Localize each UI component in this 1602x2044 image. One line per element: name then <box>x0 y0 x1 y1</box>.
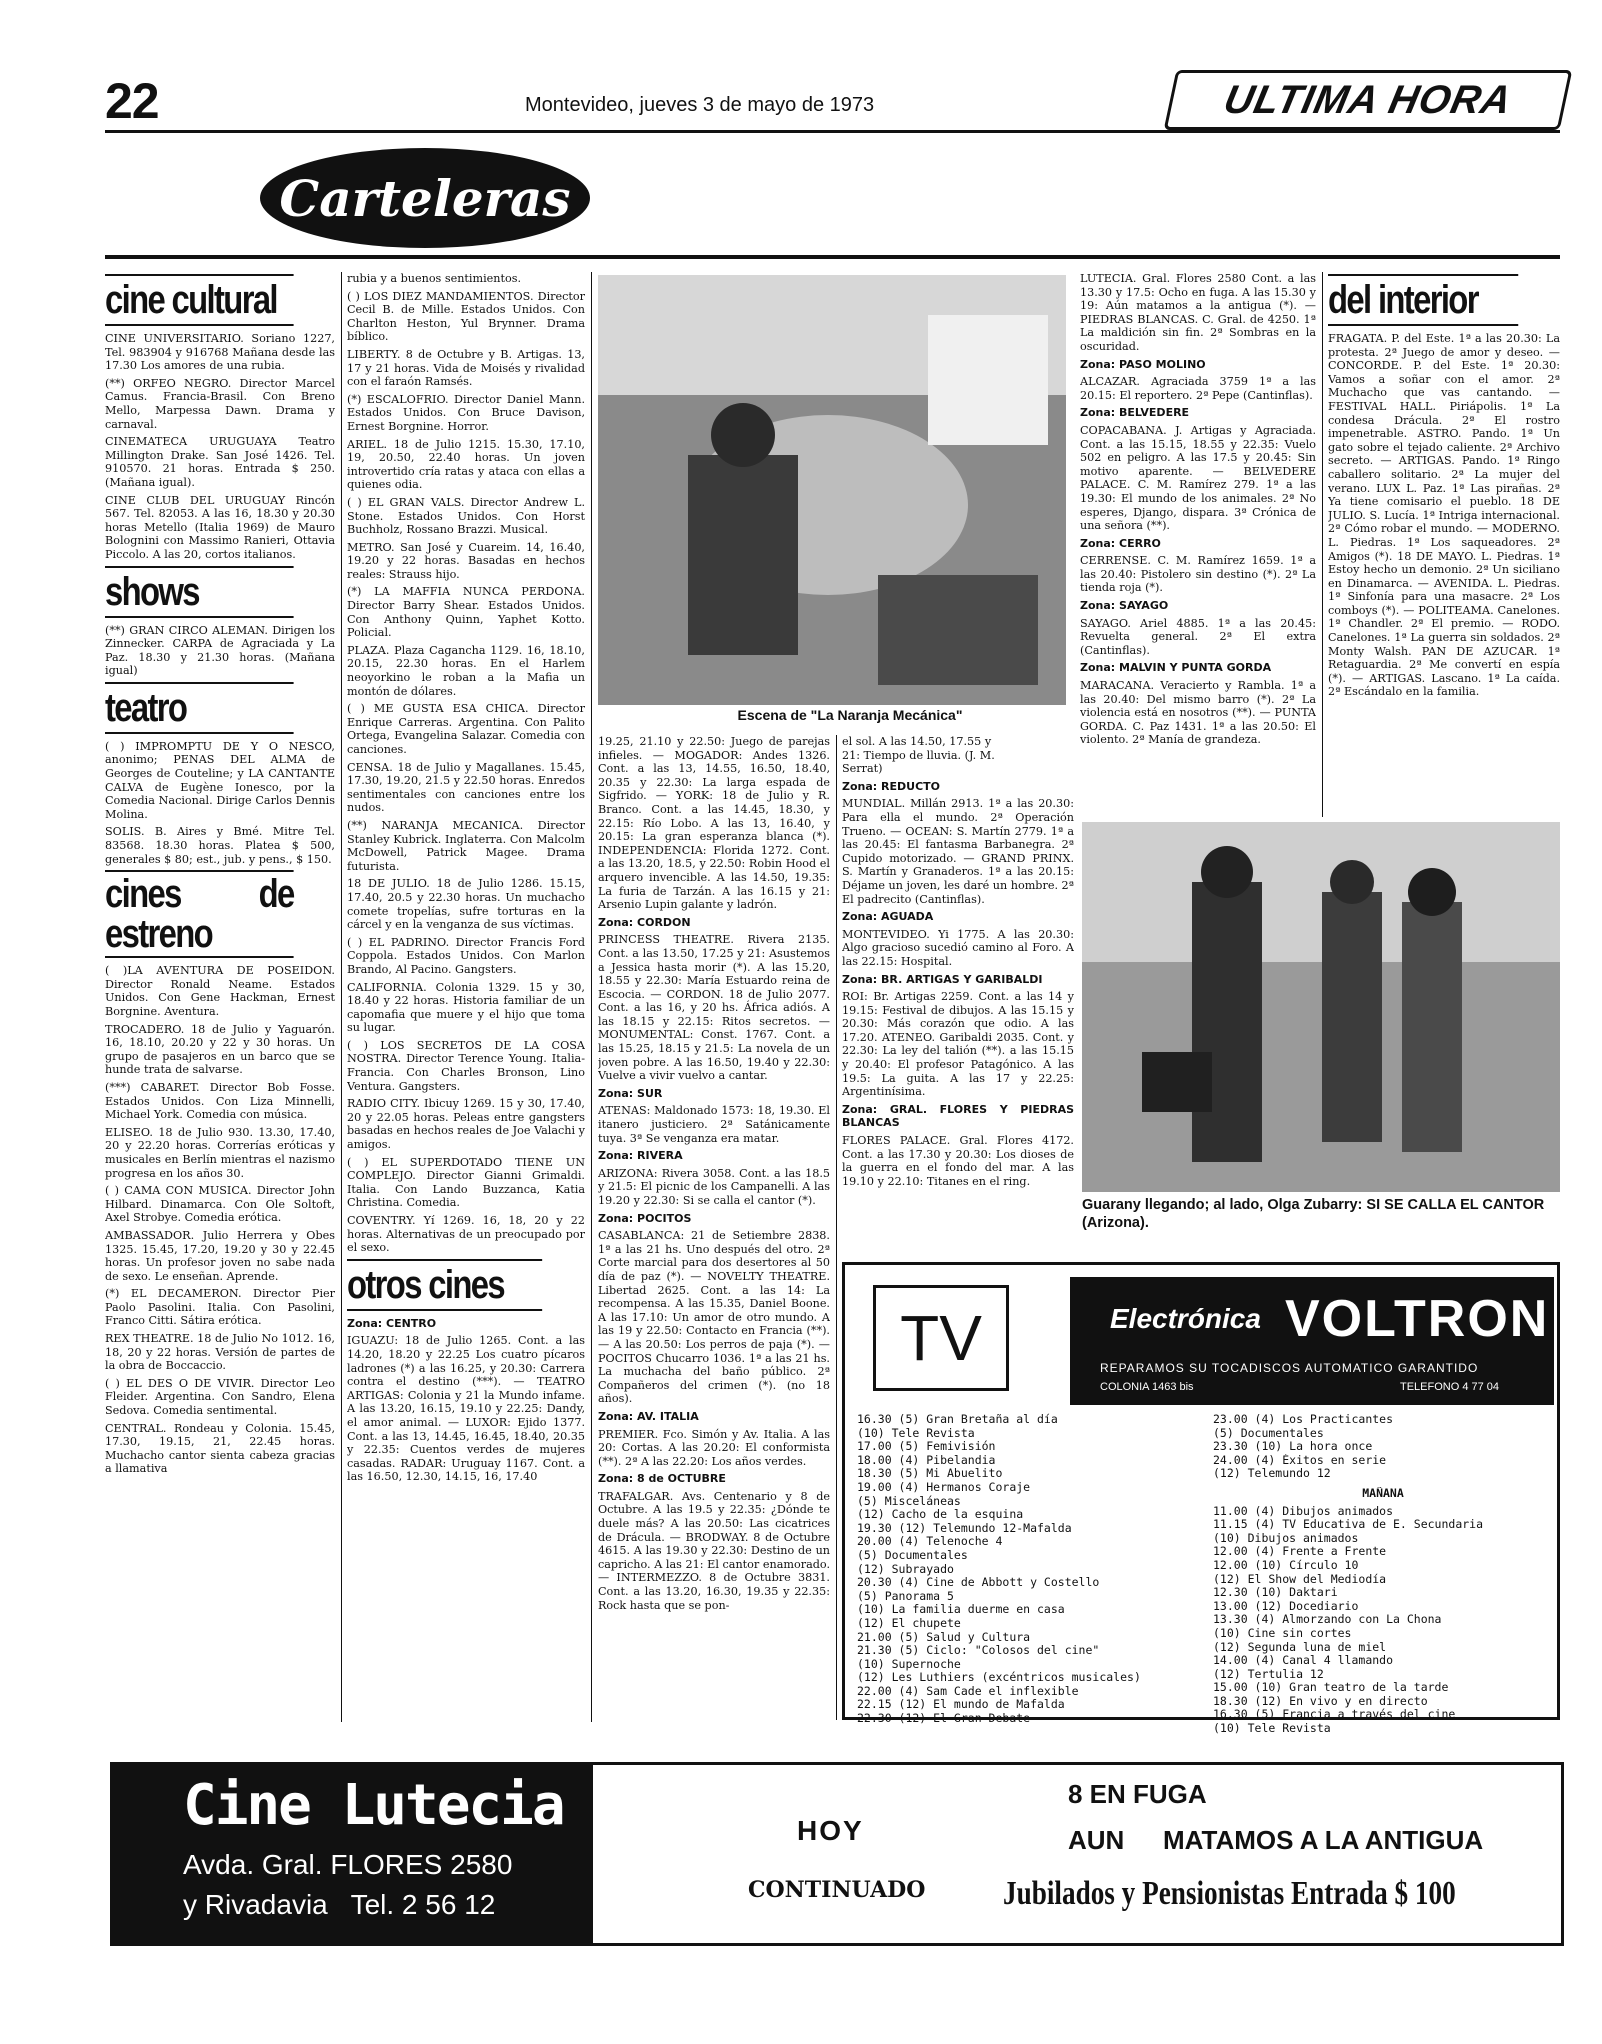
tv-list-late <box>1213 1413 1553 1736</box>
heading-del-interior: del interior <box>1328 274 1518 326</box>
tv-row: 12.30 (10) Daktari <box>1213 1586 1338 1600</box>
tv-row: (10) Cine sin cortes <box>1213 1626 1352 1640</box>
zone-label: Zona: MALVIN Y PUNTA GORDA <box>1080 661 1272 675</box>
photo-naranja-mecanica <box>598 275 1066 705</box>
tv-row: (10) Supernoche <box>857 1657 961 1671</box>
column-4 <box>1080 272 1316 817</box>
tv-row: 24.00 (4) Éxitos en serie <box>1213 1453 1387 1467</box>
cinema-address: Avda. Gral. FLORES 2580 <box>183 1849 513 1880</box>
tv-row: 18.30 (12) En vivo y en directo <box>1213 1694 1428 1708</box>
cinema-name: Cine Lutecia <box>183 1773 564 1838</box>
tv-row: (12) Subrayado <box>857 1562 954 1576</box>
tv-manana-label: MAÑANA <box>1362 1486 1404 1500</box>
tv-row: 21.00 (5) Salud y Cultura <box>857 1630 1031 1644</box>
list-item: LIBERTY. 8 de Octubre y B. Artigas. 13, 17 y 21 horas. Vida de Moisés y rivalidad con el faraón Ramsés. <box>347 347 585 389</box>
list-item: ( ) CAMA CON MUSICA. Director John Hilbard. Dinamarca. Con Ole Soltoft, Axel Strobye. Comedia erótica. <box>105 1184 335 1225</box>
list-item: CALIFORNIA. Colonia 1329. 15 y 30, 18.40 y 22 horas. Historia familiar de un capomafia que muere y el hijo que toma su lugar. <box>347 980 585 1035</box>
column-2 <box>347 272 585 1722</box>
list-item: ROI: Br. Artigas 2259. Cont. a las 14 y 19.15: Festival de dibujos. A las 15.15 y 20.30: Más corazón que odio. A las 17.20. ATENEO. Garibaldi 2035. Cont. y 22.30: La ley del talión (**). a las 15.15 y 20.40: El profesor Patagónico. A las 19.5: La guita. A las 17 y 22.25: Argentinísima. <box>842 990 1074 1099</box>
list-item: ATENAS: Maldonado 1573: 18, 19.30. El itanero justiciero. 2ª Satánicamente tuya. 3ª Se venganza era matar. <box>598 1104 830 1145</box>
list-item: ( ) IMPROMPTU DE Y O NESCO, anonimo; PENAS DEL ALMA de Georges de Couteline; y LA CANTANTE CALVA de Eugène Ionesco, por la Comedia Nacional. Dirige Carlos Dennis Molina. <box>105 739 335 821</box>
list-item: (**) ORFEO NEGRO. Director Marcel Camus. Francia-Brasil. Con Breno Mello, Marpessa Dawn. Drama y carnaval. <box>105 376 335 431</box>
zone-label: Zona: POCITOS <box>598 1211 692 1225</box>
zone-label: Zona: AGUADA <box>842 910 934 924</box>
voltron-label: Electrónica <box>1110 1303 1261 1334</box>
tv-row: 17.00 (5) Femivisión <box>857 1440 996 1454</box>
list-item: SOLIS. B. Aires y Bmé. Mitre Tel. 83568. 18.30 horas. Platea $ 500, generales $ 80; est., jub. y pens., $ 150. <box>105 825 335 866</box>
tv-row: 23.30 (10) La hora once <box>1213 1440 1373 1454</box>
tv-title-box <box>873 1285 1009 1391</box>
list-item: TROCADERO. 18 de Julio y Yaguarón. 16, 18.10, 20.20 y 22 y 30 horas. Un grupo de pasajeros en un barco que se hunde trata de salvarse. <box>105 1022 335 1077</box>
ad-film-1: 8 EN FUGA <box>1068 1779 1207 1809</box>
zone-label: Zona: CENTRO <box>347 1316 437 1330</box>
ad-hoy: HOY <box>797 1815 864 1846</box>
heading-cines-estreno: cines de estreno <box>105 872 294 957</box>
tv-row: (5) Documentales <box>857 1548 968 1562</box>
list-item: ARIZONA: Rivera 3058. Cont. a las 18.5 y 21.5: El picnic de los Campanelli. A las 19.20 y 22.30: Si se calla el cantor (*). <box>598 1166 830 1207</box>
column-divider <box>591 272 592 1722</box>
list-item: ( ) ME GUSTA ESA CHICA. Director Enrique Carreras. Argentina. Con Palito Ortega, Evangelina Salazar. Comedia con canciones. <box>347 702 585 756</box>
tv-row: 22.15 (12) El mundo de Mafalda <box>857 1698 1065 1712</box>
column-divider <box>1322 272 1323 817</box>
tv-row: 13.00 (12) Docediario <box>1213 1599 1359 1613</box>
column-1 <box>105 272 335 1722</box>
list-item: ( ) EL DES O DE VIVIR. Director Leo Fleider. Argentina. Con Sandro, Elena Sedova. Comedia sentimental. <box>105 1376 335 1418</box>
tv-row: (5) Panorama 5 <box>857 1589 954 1603</box>
list-item: PLAZA. Plaza Cagancha 1129. 16, 18.10, 20.15, 22.30 horas. En el Harlem neoyorkino le roban a la Mafia un montón de dólares. <box>347 643 585 698</box>
list-item: (**) GRAN CIRCO ALEMAN. Dirigen los Zinnecker. CARPA de Agraciada y La Paz. 18.30 y 21.30 horas. (Mañana igual) <box>105 623 335 678</box>
zone-label: Zona: BR. ARTIGAS Y GARIBALDI <box>842 972 1043 986</box>
list-item: TRAFALGAR. Avs. Centenario y 8 de Octubre. A las 19.5 y 22.35: ¿Dónde te duele más? A las 20.50: Las cicatrices de Drácula. — BRODWAY. 8 de Octubre 4615. A las 19.30 y 22.30: Destino de un capricho. A las 21: El cantor enamorado. — INTERMEZZO. 8 de Octubre 3831. Cont. a las 13.20, 16.30, 19.35 y 22.35: Rock hasta que se pon- <box>598 1489 830 1612</box>
list-item: CINE UNIVERSITARIO. Soriano 1227, Tel. 983904 y 916768 Mañana desde las 17.30 Los amores de una rubia. <box>105 332 335 373</box>
zone-label: Zona: REDUCTO <box>842 779 940 793</box>
tv-row: 11.00 (4) Dibujos animados <box>1213 1504 1394 1518</box>
tv-row: 20.30 (4) Cine de Abbott y Costello <box>857 1576 1100 1590</box>
zone-label: Zona: CERRO <box>1080 536 1161 550</box>
list-item: RADIO CITY. Ibicuy 1269. 15 y 30, 17.40, 20 y 22.05 horas. Peleas entre gangsters basadas en hechos reales de Joe Valachi y amigos. <box>347 1097 585 1152</box>
list-item: MUNDIAL. Millán 2913. 1ª a las 20.30: Para ella el mundo. 2ª Operación Trueno. — OCEAN: S. Martín 2779. 1ª a las 20.45: El fantasma Barbanegra. 2ª Cupido motorizado. — GRAND PRINX. S. Martín y Granaderos. 1ª a las 20.15: Déjame un joven, les daré un hombre. 2ª El padrecito (Cantinflas). <box>842 797 1074 906</box>
list-item: COVENTRY. Yí 1269. 16, 18, 20 y 22 horas. Alternativas de un preocupado por el sexo. <box>347 1214 585 1255</box>
tv-row: (10) La familia duerme en casa <box>857 1603 1065 1617</box>
zone-label: Zona: AV. ITALIA <box>598 1409 699 1423</box>
tv-row: (12) Les Luthiers (excéntricos musicales) <box>857 1671 1141 1685</box>
list-item: COPACABANA. J. Artigas y Agraciada. Cont. a las 15.15, 18.55 y 22.35: Vuelo 502 en peligro. A las 17.5 y 20.45: Sin motivo aparente. — BELVEDERE PALACE. C. M. Ramírez 279. 1ª a las 19.30: El mundo de los animales. 2ª No esperes, Django, dispara. 3ª Crónica de una señora (**). <box>1080 423 1316 533</box>
tv-listings-box <box>842 1262 1560 1736</box>
tv-row: 22.00 (4) Sam Cade el inflexible <box>857 1684 1079 1698</box>
list-item: MONTEVIDEO. Yi 1775. A las 20.30: Algo gracioso sucedió camino al Foro. A las 22.15: Hospital. <box>842 927 1074 968</box>
list-item: CASABLANCA: 21 de Setiembre 2838. 1ª a las 21 hs. Uno después del otro. 2ª Corte marcial para dos desertores al 50 día de paz (*). — NOVELTY THEATRE. Libertad 2625. Cont. a las 14: La recompensa. A las 15.35, Daniel Boone. A las 17.10: Un amor de otro mundo. A las 19 y 22.50: Contacto en Francia (**). — A las 20.50: Los perros de paja (*). — POCITOS Chucarro 1036. 1ª a las 21 hs. La muchacha del baño público. 2ª Compañeros del crimen (*). (no 18 años). <box>598 1229 830 1406</box>
list-item: 19.25, 21.10 y 22.50: Juego de parejas infieles. — MOGADOR: Andes 1326. Cont. a las 13, 14.55, 16.50, 18.40, 20.35 y 22.30: La larga espada de Sigfrido. — YORK: 18 de Julio y R. Branco. Cont. a las 14.45, 18.30, y 22.15: Río Lobo. A las 13, 16.40, y 20.15: La gran esperanza blanca (*). INDEPENDENCIA: Florida 1272. Cont. a las 13.20, 18.5, y 22.50: Robin Hood el arquero invencible. A las 14.50, 19.35: La furia de Tarzán. A las 16.15 y 21: Arsenio Lupin galante y ladrón. <box>598 735 830 912</box>
column-divider <box>341 272 342 1722</box>
voltron-brand: VOLTRON <box>1285 1290 1550 1348</box>
tv-row: 12.00 (4) Frente a Frente <box>1213 1545 1387 1559</box>
dateline: Montevideo, jueves 3 de mayo de 1973 <box>525 94 875 116</box>
tv-row: (10) Tele Revista <box>1213 1722 1331 1736</box>
list-item: METRO. San José y Cuareim. 14, 16.40, 19.20 y 22 horas. Basadas en hechos reales: Strauss hijo. <box>347 540 585 581</box>
zone-label: Zona: CORDON <box>598 915 691 929</box>
photo-caption: Guarany llegando; al lado, Olga Zubarry: SI SE CALLA EL CANTOR (Arizona). <box>1082 1197 1545 1231</box>
tv-row: 18.00 (4) Pibelandia <box>857 1453 996 1467</box>
list-item: (*) EL DECAMERON. Director Pier Paolo Pasolini. Italia. Con Pasolini, Franco Citti. Sátira erótica. <box>105 1287 335 1328</box>
zone-label: Zona: GRAL. FLORES Y PIEDRAS BLANCAS <box>842 1102 1074 1130</box>
list-item: (***) CABARET. Director Bob Fosse. Estados Unidos. Con Liza Minnelli, Michael York. Comedia con música. <box>105 1080 335 1122</box>
list-item: (**) NARANJA MECANICA. Director Stanley Kubrick. Inglaterra. Con Malcolm McDowell, Patrick Magee. Drama futurista. <box>347 818 585 873</box>
tv-row: 23.00 (4) Los Practicantes <box>1213 1413 1394 1426</box>
list-item: ARIEL. 18 de Julio 1215. 15.30, 17.10, 19, 20.50, 22.40 horas. Un joven introvertido cría ratas y ataca con ellas a quienes odia. <box>347 437 585 492</box>
tv-row: 22.30 (12) El Gran Debate <box>857 1712 1031 1726</box>
zone-label: Zona: RIVERA <box>598 1149 683 1163</box>
page-number: 22 <box>105 73 159 129</box>
tv-row: (12) Cacho de la esquina <box>857 1508 1024 1522</box>
list-item: MARACANA. Veracierto y Rambla. 1ª a las 20.40: Del mismo barro (*). 2ª La violencia está en nosotros (**). — PUNTA GORDA. C. Paz 1431. 1ª a las 20.50: El violento. 2ª Manía de grandeza. <box>1080 679 1316 747</box>
list-item: ( ) LOS SECRETOS DE LA COSA NOSTRA. Director Terence Young. Italia-Francia. Con Charles Bronson, Lino Ventura. Gangsters. <box>347 1038 585 1093</box>
lutecia-block <box>113 1765 593 1943</box>
tv-row: 16.30 (5) Francia a través del cine <box>1213 1708 1456 1722</box>
list-item: (*) ESCALOFRIO. Director Daniel Mann. Estados Unidos. Con Bruce Davison, Ernest Borgnine. Horror. <box>347 392 585 433</box>
newspaper-logo: ULTIMA HORA <box>1164 70 1573 130</box>
voltron-address: COLONIA 1463 bis <box>1100 1381 1194 1393</box>
section-rule <box>105 255 1560 259</box>
tv-row: 12.00 (10) Círculo 10 <box>1213 1558 1359 1572</box>
list-item: ( )LA AVENTURA DE POSEIDON. Director Ronald Neame. Estados Unidos. Con Gene Hackman, Ernest Borgnine. Aventura. <box>105 964 335 1018</box>
column-4b <box>842 735 1074 1255</box>
zone-label: Zona: 8 de OCTUBRE <box>598 1472 726 1486</box>
tv-row: 19.00 (4) Hermanos Coraje <box>857 1480 1031 1494</box>
list-item: PREMIER. Fco. Simón y Av. Italia. A las 20: Cortas. A las 20.20: El conformista (**). 2ª A las 22.20: Los años verdes. <box>598 1427 830 1468</box>
tv-row: 18.30 (5) Mi Abuelito <box>857 1467 1003 1481</box>
list-item: 21: Tiempo de lluvia. (J. M. <box>842 748 995 762</box>
heading-shows: shows <box>105 566 294 618</box>
zone-label: Zona: SAYAGO <box>1080 599 1169 613</box>
list-item: REX THEATRE. 18 de Julio No 1012. 16, 18, 20 y 22 horas. Versión de partes de la obra de Boccaccio. <box>105 1332 335 1373</box>
tv-row: (12) Segunda luna de miel <box>1213 1640 1387 1654</box>
tv-row: 14.00 (4) Canal 4 llamando <box>1213 1654 1394 1668</box>
list-item: PRINCESS THEATRE. Rivera 2135. Cont. a las 13.50, 17.25 y 21: Asustemos a Jessica hasta morir (*). A las 15.20, 18.55 y 22.30: María Estuardo reina de Escocia. — CORDON. 18 de Julio 2077. Cont. a las 16, y 20 hs. África adiós. A las 18.15 y 22.15: Ritos secretos. — MONUMENTAL: Const. 1767. Cont. a las 15.25, 18.15 y 21.5: La novela de un joven pobre. A las 16.50, 19.40 y 22.30: Vuelve a vivir vuelvo a cantar. <box>598 933 830 1083</box>
heading-otros-cines: otros cines <box>347 1259 542 1311</box>
list-item: rubia y a buenos sentimientos. <box>347 272 522 285</box>
tv-row: 15.00 (10) Gran teatro de la tarde <box>1213 1681 1449 1695</box>
list-item: ( ) EL SUPERDOTADO TIENE UN COMPLEJO. Director Gianni Grimaldi. Italia. Con Lando Buzzanca, Katia Christina. Comedia. <box>347 1155 585 1210</box>
voltron-tagline: REPARAMOS SU TOCADISCOS AUTOMATICO GARANTIDO <box>1100 1361 1479 1375</box>
list-item: AMBASSADOR. Julio Herrera y Obes 1325. 15.45, 17.20, 19.20 y 30 y 22.45 horas. Un profesor joven no sabe nada de sexo. Le enseñan. Aprende. <box>105 1228 335 1283</box>
ad-film-2a: AUN <box>1068 1825 1125 1855</box>
list-item: ELISEO. 18 de Julio 930. 13.30, 17.40, 20 y 22.20 horas. Correrías eróticas y musicales en Berlín mientras el nazismo progresa en los años 30. <box>105 1125 335 1180</box>
zone-label: Zona: SUR <box>598 1086 663 1100</box>
ad-promo: Jubilados y Pensionistas Entrada $ 100 <box>1003 1875 1456 1912</box>
tv-row: (12) Telemundo 12 <box>1213 1467 1331 1481</box>
ad-continuado: CONTINUADO <box>748 1877 926 1903</box>
tv-title: TV <box>900 1302 982 1374</box>
tv-row: 11.15 (4) TV Educativa de E. Secundaria <box>1213 1518 1484 1532</box>
photo-street-image <box>1082 822 1560 1192</box>
list-item: ( ) LOS DIEZ MANDAMIENTOS. Director Cecil B. de Mille. Estados Unidos. Con Charlton Heston, Yul Brynner. Drama bíblico. <box>347 289 585 344</box>
zone-label: Zona: PASO MOLINO <box>1080 357 1206 371</box>
column-interior <box>1328 272 1560 817</box>
list-item: CERRENSE. C. M. Ramírez 1659. 1ª a las 20.40: Pistolero sin destino (*). 2ª La tienda roja (*). <box>1080 554 1316 595</box>
list-item: IGUAZU: 18 de Julio 1265. Cont. a las 14.20, 18.20 y 22.25 Los cuatro pícaros ladrones (*) a las 16.25, y 20.30: Carrera contra el destino (***). — TEATRO ARTIGAS: Colonia y 21 la Mundo infame. A las 13.20, 16.15, 19.10 y 22.25: Dandy, el amor animal. — LUXOR: Ejido 1377. Cont. a las 13, 14.45, 16.45, 18.40, 20.35 y 22.35: Cuentos verdes de mujeres casadas. RADAR: Uruguay 1167. Cont. a las 16.50, 12.30, 14.15, 16, 17.40 <box>347 1334 585 1484</box>
tv-row: 20.00 (4) Telenoche 4 <box>857 1535 1003 1549</box>
section-title: Carteleras <box>260 148 590 248</box>
column-divider <box>836 735 837 1720</box>
list-item: CENTRAL. Rondeau y Colonia. 15.45, 17.30, 19.15, 21, 22.45 horas. Muchacho cantor sienta cabeza gracias a llamativa <box>105 1421 335 1476</box>
list-item: FLORES PALACE. Gral. Flores 4172. Cont. a las 17.30 y 20.30: Los dioses de la guerra en el fondo del mar. A las 19.10 y 22.10: Titanes en el ring. <box>842 1134 1074 1188</box>
list-item: LUTECIA. Gral. Flores 2580 Cont. a las 13.30 y 17.5: Ocho en fuga. A las 15.30 y 19: Aún matamos a la antigua (*). — PIEDRAS BLANCAS. C. Gral. de 4250. 1ª La maldición sin fin. 2ª Sombras en la oscuridad. <box>1080 272 1316 353</box>
cine-lutecia-ad <box>110 1762 1564 1946</box>
list-item: 18 DE JULIO. 18 de Julio 1286. 15.15, 17.40, 20.5 y 22.30 horas. Un muchacho comete tropelías, sufre torturas en la cárcel y en la venganza de sus víctimas. <box>347 877 585 932</box>
zone-label: Zona: BELVEDERE <box>1080 406 1190 420</box>
photo-scene-image <box>598 275 1066 705</box>
voltron-phone: TELEFONO 4 77 04 <box>1400 1381 1500 1393</box>
tv-list-today <box>857 1413 1197 1726</box>
interior-text: FRAGATA. P. del Este. 1ª a las 20.30: La protesta. 2ª Juego de amor y deseo. — CONCORDE. P. del Este. 1ª 20.30: Vamos a soñar con el amor. 2ª Muchacho que vas cantando. — FESTIVAL HALL. Piriápolis. 1ª La condesa Drácula. 2ª El rostro impenetrable. ASTRO. Pando. 1ª Un gato sobre el tejado caliente. 2ª Archivo secreto. — ARTIGAS. Pando. 1ª Ringo caballero solitario. 2ª La mujer del verano. LUX L. Paz. 1ª Las pirañas. 2ª Ya tiene comisario el pueblo. 18 DE JULIO. S. Lucía. 1ª Intriga internacional. 2ª Cómo robar el mundo. — MODERNO. L. Piedras. 1ª Los saqueadores. 2ª Amigos (*). 18 DE MAYO. L. Piedras. 1ª Estoy hecho un demonio. 2ª Un siciliano en Dinamarca. — AVENIDA. L. Piedras. 1ª Sinfonía para una masacre. 2ª Los comboys (*). — POLITEAMA. Canelones. 1ª Chandler. 2ª El premio. — RODO. Canelones. 1ª La guerra sin soldados. 2ª Monty Walsh. PAN DE AZUCAR. 1ª Retaguardia. 2ª Me convertí en espía (*). — ARTIGAS. Lascano. 1ª La caída. 2ª Escándalo en la familia. <box>1328 332 1560 699</box>
list-item: ALCAZAR. Agraciada 3759 1ª a las 20.15: El reportero. 2ª Pepe (Cantinflas). <box>1080 375 1316 402</box>
list-item: el sol. A las 14.50, 17.55 y <box>842 735 992 748</box>
list-item: (*) LA MAFFIA NUNCA PERDONA. Director Barry Shear. Estados Unidos. Con Anthony Quinn, Yaphet Kotto. Policial. <box>347 585 585 640</box>
tv-row: 16.30 (5) Gran Bretaña al día <box>857 1413 1058 1426</box>
photo-caption: Escena de "La Naranja Mecánica" <box>737 707 963 723</box>
cinema-address-2: y Rivadavia Tel. 2 56 12 <box>183 1889 496 1920</box>
list-item: CINEMATECA URUGUAYA Teatro Millington Drake. San José 1426. Tel. 910570. 21 horas. Entrada $ 250. (Mañana igual). <box>105 435 335 489</box>
list-item: CINE CLUB DEL URUGUAY Rincón 567. Tel. 82053. A las 16, 18.30 y 20.30 horas Metello (Italia 1969) de Mauro Bolognini con Massimo Ranieri, Ottavia Piccolo. A las 20, cortos italianos. <box>105 493 335 561</box>
list-item: ( ) EL PADRINO. Director Francis Ford Coppola. Estados Unidos. Con Marlon Brando, Al Pacino. Gangsters. <box>347 935 585 976</box>
tv-row: 19.30 (12) Telemundo 12-Mafalda <box>857 1521 1072 1535</box>
photo-guarany <box>1082 822 1560 1192</box>
heading-cine-cultural: cine cultural <box>105 274 294 326</box>
list-item: ( ) EL GRAN VALS. Director Andrew L. Stone. Estados Unidos. Con Horst Buchholz, Rossano Brazzi. Musical. <box>347 495 585 537</box>
header-rule <box>105 130 1560 133</box>
tv-row: (5) Misceláneas <box>857 1494 961 1508</box>
tv-row: (10) Dibujos animados <box>1213 1531 1359 1545</box>
ad-film-2b: MATAMOS A LA ANTIGUA <box>1163 1825 1484 1855</box>
column-3 <box>598 735 830 1720</box>
list-item: SAYAGO. Ariel 4885. 1ª a las 20.45: Revuelta general. 2ª El extra (Cantinflas). <box>1080 616 1316 657</box>
tv-row: (12) Tertulia 12 <box>1213 1667 1324 1681</box>
tv-row: (12) El chupete <box>857 1616 961 1630</box>
heading-teatro: teatro <box>105 682 294 734</box>
list-item: Serrat) <box>842 762 883 776</box>
tv-row: 13.30 (4) Almorzando con La Chona <box>1213 1613 1442 1627</box>
tv-row: 21.30 (5) Ciclo: "Colosos del cine" <box>857 1644 1100 1658</box>
tv-row: (10) Tele Revista <box>857 1426 975 1440</box>
list-item: CENSA. 18 de Julio y Magallanes. 15.45, 17.30, 19.20, 21.5 y 22.50 horas. Enredos sentimentales con canciones entre los nudos. <box>347 760 585 815</box>
tv-row: (5) Documentales <box>1213 1426 1324 1440</box>
tv-row: (12) El Show del Mediodía <box>1213 1572 1387 1586</box>
voltron-ad <box>1070 1277 1554 1405</box>
